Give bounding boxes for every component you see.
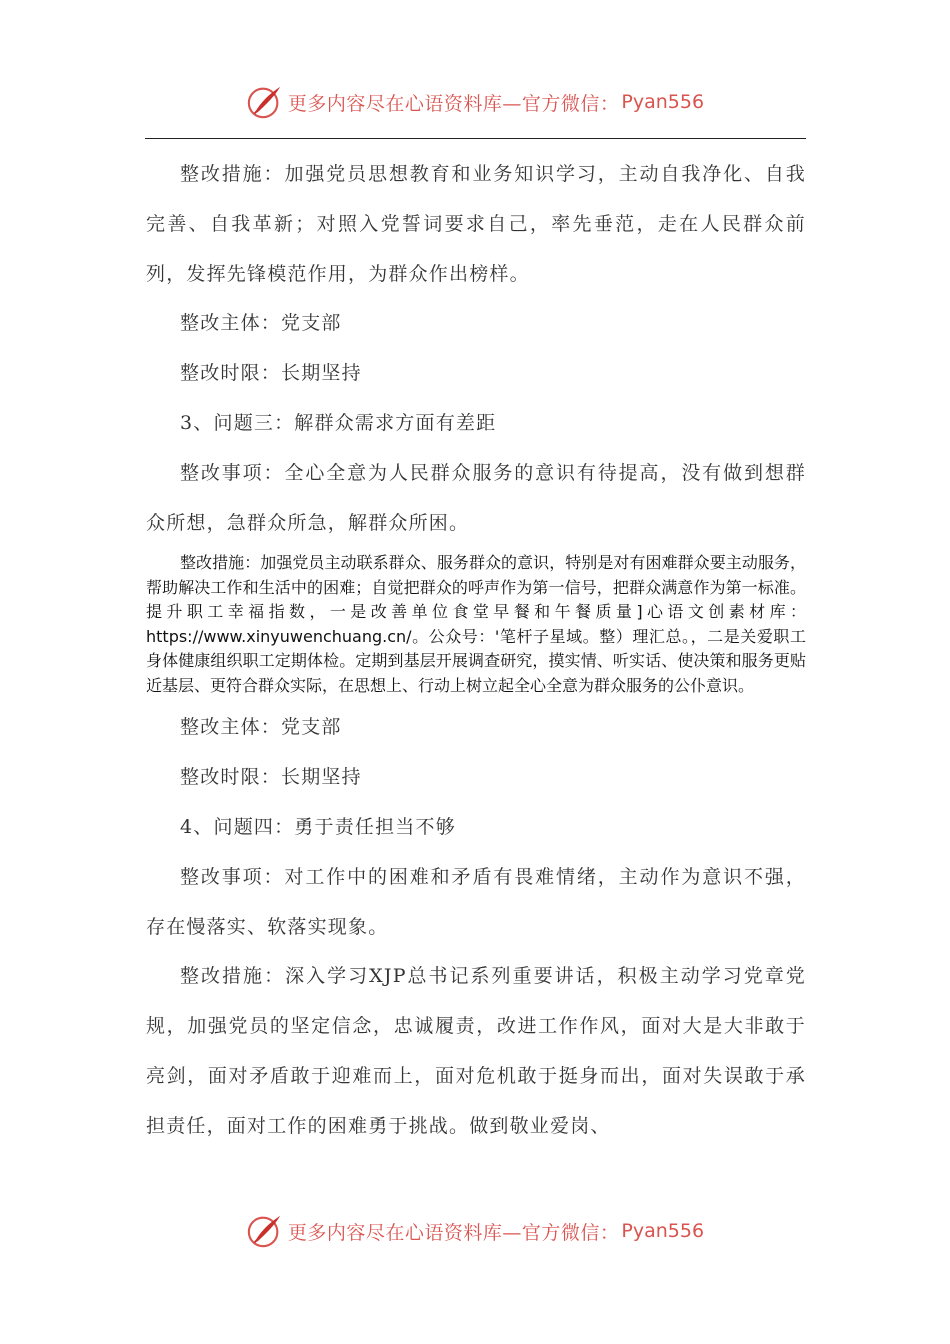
- paragraph-measures-4: 整改措施：深入学习XJP总书记系列重要讲话，积极主动学习党章党规，加强党员的坚定信念，忠诚履责，改进工作作风，面对大是大非敢于亮剑，面对矛盾敢于迎难而上，面对危机敢于挺身而出，面对失误敢于承担责任，面对工作的困难勇于挑战。做到敬业爱岗、: [146, 965, 806, 1137]
- banner-wechat-id: Pyan556: [621, 91, 705, 113]
- quill-logo-icon: [246, 83, 284, 121]
- paragraph-items-3: 整改事项：全心全意为人民群众服务的意识有待提高，没有做到想群众所想，急群众所急，解群众所困。: [146, 461, 806, 534]
- document-body: [146, 150, 806, 1152]
- paragraph-deadline-1: 整改时限：长期坚持: [180, 362, 362, 385]
- banner-wechat-id: Pyan556: [621, 1220, 705, 1242]
- paragraph-items-4: 整改事项：对工作中的困难和矛盾有畏难情绪，主动作为意识不强，存在慢落实、软落实现象。: [146, 865, 806, 938]
- banner-text: 更多内容尽在心语资料库—官方微信：: [287, 92, 620, 115]
- banner-text: 更多内容尽在心语资料库—官方微信：: [287, 1221, 620, 1244]
- header-rule: [145, 138, 806, 139]
- paragraph-measures-3: 整改措施：加强党员主动联系群众、服务群众的意识，特别是对有困难群众要主动服务，帮助解决工作和生活中的困难；自觉把群众的呼声作为第一信号，把群众满意作为第一标准。提升职工幸福指数，一是改善单位食堂早餐和午餐质量]心语文创素材库：https://www.xinyuwenchuang.cn/。公众号：'笔杆子星域。整）理汇总。，二是关爱职工身体健康组织职工定期体检。定期到基层开展调查研究，摸实情、听实话、使决策和服务更贴近基层、更符合群众实际，在思想上、行动上树立起全心全意为群众服务的公仆意识。: [146, 553, 806, 695]
- heading-issue-3: 3、问题三：解群众需求方面有差距: [180, 411, 497, 434]
- heading-issue-4: 4、问题四：勇于责任担当不够: [180, 815, 456, 838]
- quill-logo-icon: [246, 1212, 284, 1250]
- paragraph-subject-1: 整改主体：党支部: [180, 312, 342, 335]
- paragraph-deadline-3: 整改时限：长期坚持: [180, 766, 362, 789]
- paragraph-measures-1: 整改措施：加强党员思想教育和业务知识学习，主动自我净化、自我完善、自我革新；对照入党誓词要求自己，率先垂范，走在人民群众前列，发挥先锋模范作用，为群众作出榜样。: [146, 163, 806, 285]
- paragraph-subject-3: 整改主体：党支部: [180, 716, 342, 739]
- header-banner: [0, 82, 950, 122]
- footer-banner: [0, 1211, 950, 1251]
